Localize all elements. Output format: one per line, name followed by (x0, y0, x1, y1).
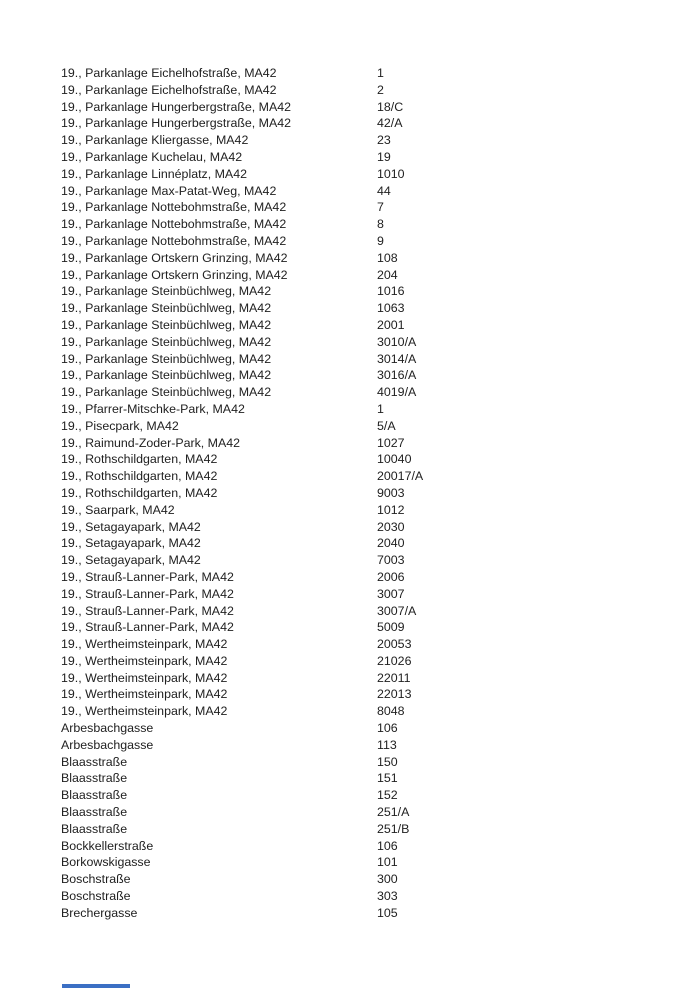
location-code: 8048 (377, 704, 405, 719)
location-name: 19., Parkanlage Steinbüchlweg, MA42 (61, 284, 272, 299)
location-name: 19., Setagayapark, MA42 (61, 519, 201, 534)
location-code: 251/A (377, 805, 410, 820)
list-row (61, 351, 661, 368)
location-name: 19., Wertheimsteinpark, MA42 (61, 704, 228, 719)
list-row (61, 636, 661, 653)
location-name: Blaasstraße (61, 771, 128, 786)
location-code: 113 (377, 737, 397, 752)
list-row (61, 317, 661, 334)
location-code: 2001 (377, 317, 405, 332)
location-name: 19., Rothschildgarten, MA42 (61, 469, 218, 484)
location-name: Borkowskigasse (61, 855, 151, 870)
location-list (61, 65, 661, 922)
list-row (61, 703, 661, 720)
list-row (61, 468, 661, 485)
location-name: Boschstraße (61, 889, 131, 904)
location-name: 19., Parkanlage Steinbüchlweg, MA42 (61, 351, 272, 366)
location-code: 19 (377, 149, 391, 164)
list-row (61, 283, 661, 300)
location-name: 19., Wertheimsteinpark, MA42 (61, 637, 228, 652)
location-name: Blaasstraße (61, 821, 128, 836)
list-row (61, 384, 661, 401)
location-code: 2030 (377, 519, 405, 534)
list-row (61, 770, 661, 787)
list-row (61, 99, 661, 116)
location-code: 105 (377, 905, 398, 920)
location-code: 8 (377, 217, 384, 232)
location-code: 106 (377, 838, 398, 853)
list-row (61, 216, 661, 233)
location-name: Blaasstraße (61, 754, 128, 769)
location-code: 152 (377, 788, 398, 803)
location-code: 22013 (377, 687, 412, 702)
location-name: 19., Parkanlage Eichelhofstraße, MA42 (61, 66, 277, 80)
list-row (61, 65, 661, 82)
list-row (61, 451, 661, 468)
location-code: 22011 (377, 670, 411, 685)
list-row (61, 854, 661, 871)
location-code: 300 (377, 872, 398, 887)
list-row (61, 720, 661, 737)
list-row (61, 754, 661, 771)
list-row (61, 586, 661, 603)
location-code: 9003 (377, 485, 405, 500)
location-name: 19., Strauß-Lanner-Park, MA42 (61, 586, 234, 601)
location-code: 3007 (377, 586, 405, 601)
location-name: 19., Parkanlage Hungerbergstraße, MA42 (61, 99, 292, 114)
list-row (61, 787, 661, 804)
location-name: Blaasstraße (61, 788, 128, 803)
list-row (61, 502, 661, 519)
location-name: Arbesbachgasse (61, 721, 154, 736)
location-code: 2040 (377, 536, 405, 551)
location-code: 1010 (377, 166, 405, 181)
list-row (61, 519, 661, 536)
location-code: 23 (377, 133, 391, 148)
location-name: Bockkellerstraße (61, 838, 154, 853)
location-code: 18/C (377, 99, 404, 114)
location-code: 108 (377, 250, 398, 265)
location-code: 4019/A (377, 385, 417, 400)
location-code: 2006 (377, 569, 405, 584)
location-name: 19., Pisecpark, MA42 (61, 418, 179, 433)
location-name: Arbesbachgasse (61, 737, 154, 752)
list-row (61, 804, 661, 821)
list-row (61, 535, 661, 552)
location-code: 9 (377, 233, 384, 248)
list-row (61, 199, 661, 216)
location-code: 1016 (377, 284, 405, 299)
list-row (61, 166, 661, 183)
location-code: 5/A (377, 418, 396, 433)
location-code: 3010/A (377, 334, 417, 349)
list-row (61, 552, 661, 569)
list-row (61, 619, 661, 636)
list-row (61, 871, 661, 888)
location-code: 3016/A (377, 368, 417, 383)
list-row (61, 435, 661, 452)
list-row (61, 686, 661, 703)
location-code: 3014/A (377, 351, 417, 366)
location-code: 303 (377, 889, 398, 904)
location-name: 19., Saarpark, MA42 (61, 502, 175, 517)
location-name: 19., Strauß-Lanner-Park, MA42 (61, 603, 234, 618)
list-row (61, 132, 661, 149)
location-name: 19., Pfarrer-Mitschke-Park, MA42 (61, 401, 245, 416)
location-name: Blaasstraße (61, 805, 128, 820)
location-code: 1 (377, 66, 384, 80)
location-name: 19., Parkanlage Linnéplatz, MA42 (61, 166, 247, 181)
list-row (61, 367, 661, 384)
location-name: 19., Parkanlage Max-Patat-Weg, MA42 (61, 183, 277, 198)
location-name: 19., Strauß-Lanner-Park, MA42 (61, 620, 234, 635)
location-code: 3007/A (377, 603, 417, 618)
location-name: Boschstraße (61, 872, 131, 887)
list-row (61, 905, 661, 922)
partial-link-bar[interactable] (62, 984, 130, 988)
location-name: 19., Parkanlage Steinbüchlweg, MA42 (61, 301, 272, 316)
list-row (61, 233, 661, 250)
list-row (61, 334, 661, 351)
location-name: Brechergasse (61, 905, 138, 920)
location-name: 19., Wertheimsteinpark, MA42 (61, 670, 228, 685)
location-code: 2 (377, 82, 384, 97)
location-name: 19., Parkanlage Steinbüchlweg, MA42 (61, 334, 272, 349)
location-name: 19., Parkanlage Kuchelau, MA42 (61, 149, 243, 164)
location-code: 21026 (377, 653, 412, 668)
list-row (61, 267, 661, 284)
location-name: 19., Parkanlage Ortskern Grinzing, MA42 (61, 267, 288, 282)
location-name: 19., Raimund-Zoder-Park, MA42 (61, 435, 241, 450)
location-code: 20053 (377, 637, 412, 652)
location-code: 204 (377, 267, 398, 282)
list-row (61, 300, 661, 317)
list-row (61, 149, 661, 166)
location-code: 5009 (377, 620, 405, 635)
location-code: 7 (377, 200, 384, 215)
location-code: 101 (377, 855, 398, 870)
location-name: 19., Parkanlage Steinbüchlweg, MA42 (61, 385, 272, 400)
location-code: 42/A (377, 116, 403, 131)
location-code: 20017/A (377, 469, 424, 484)
location-name: 19., Parkanlage Hungerbergstraße, MA42 (61, 116, 292, 131)
location-code: 150 (377, 754, 398, 769)
location-code: 106 (377, 721, 398, 736)
location-name: 19., Setagayapark, MA42 (61, 553, 201, 568)
location-name: 19., Setagayapark, MA42 (61, 536, 201, 551)
location-name: 19., Rothschildgarten, MA42 (61, 452, 218, 467)
list-row (61, 737, 661, 754)
list-row (61, 418, 661, 435)
location-name: 19., Parkanlage Eichelhofstraße, MA42 (61, 82, 277, 97)
location-name: 19., Wertheimsteinpark, MA42 (61, 687, 228, 702)
location-code: 1012 (377, 502, 405, 517)
location-code: 151 (377, 771, 398, 786)
location-name: 19., Parkanlage Steinbüchlweg, MA42 (61, 317, 272, 332)
location-name: 19., Rothschildgarten, MA42 (61, 485, 218, 500)
location-name: 19., Parkanlage Kliergasse, MA42 (61, 133, 249, 148)
location-name: 19., Strauß-Lanner-Park, MA42 (61, 569, 234, 584)
location-code: 44 (377, 183, 391, 198)
location-code: 251/B (377, 821, 410, 836)
list-row (61, 250, 661, 267)
list-row (61, 821, 661, 838)
list-row (61, 115, 661, 132)
location-name: 19., Parkanlage Nottebohmstraße, MA42 (61, 233, 287, 248)
location-code: 1063 (377, 301, 405, 316)
location-code: 1027 (377, 435, 405, 450)
list-row (61, 670, 661, 687)
location-name: 19., Parkanlage Nottebohmstraße, MA42 (61, 217, 287, 232)
location-name: 19., Wertheimsteinpark, MA42 (61, 653, 228, 668)
location-code: 7003 (377, 553, 405, 568)
list-row (61, 569, 661, 586)
list-row (61, 603, 661, 620)
location-code: 1 (377, 401, 384, 416)
list-row (61, 183, 661, 200)
list-row (61, 485, 661, 502)
list-row (61, 653, 661, 670)
location-name: 19., Parkanlage Ortskern Grinzing, MA42 (61, 250, 288, 265)
location-name: 19., Parkanlage Nottebohmstraße, MA42 (61, 200, 287, 215)
list-row (61, 838, 661, 855)
list-row (61, 888, 661, 905)
list-row (61, 82, 661, 99)
location-code: 10040 (377, 452, 412, 467)
list-row (61, 401, 661, 418)
location-name: 19., Parkanlage Steinbüchlweg, MA42 (61, 368, 272, 383)
